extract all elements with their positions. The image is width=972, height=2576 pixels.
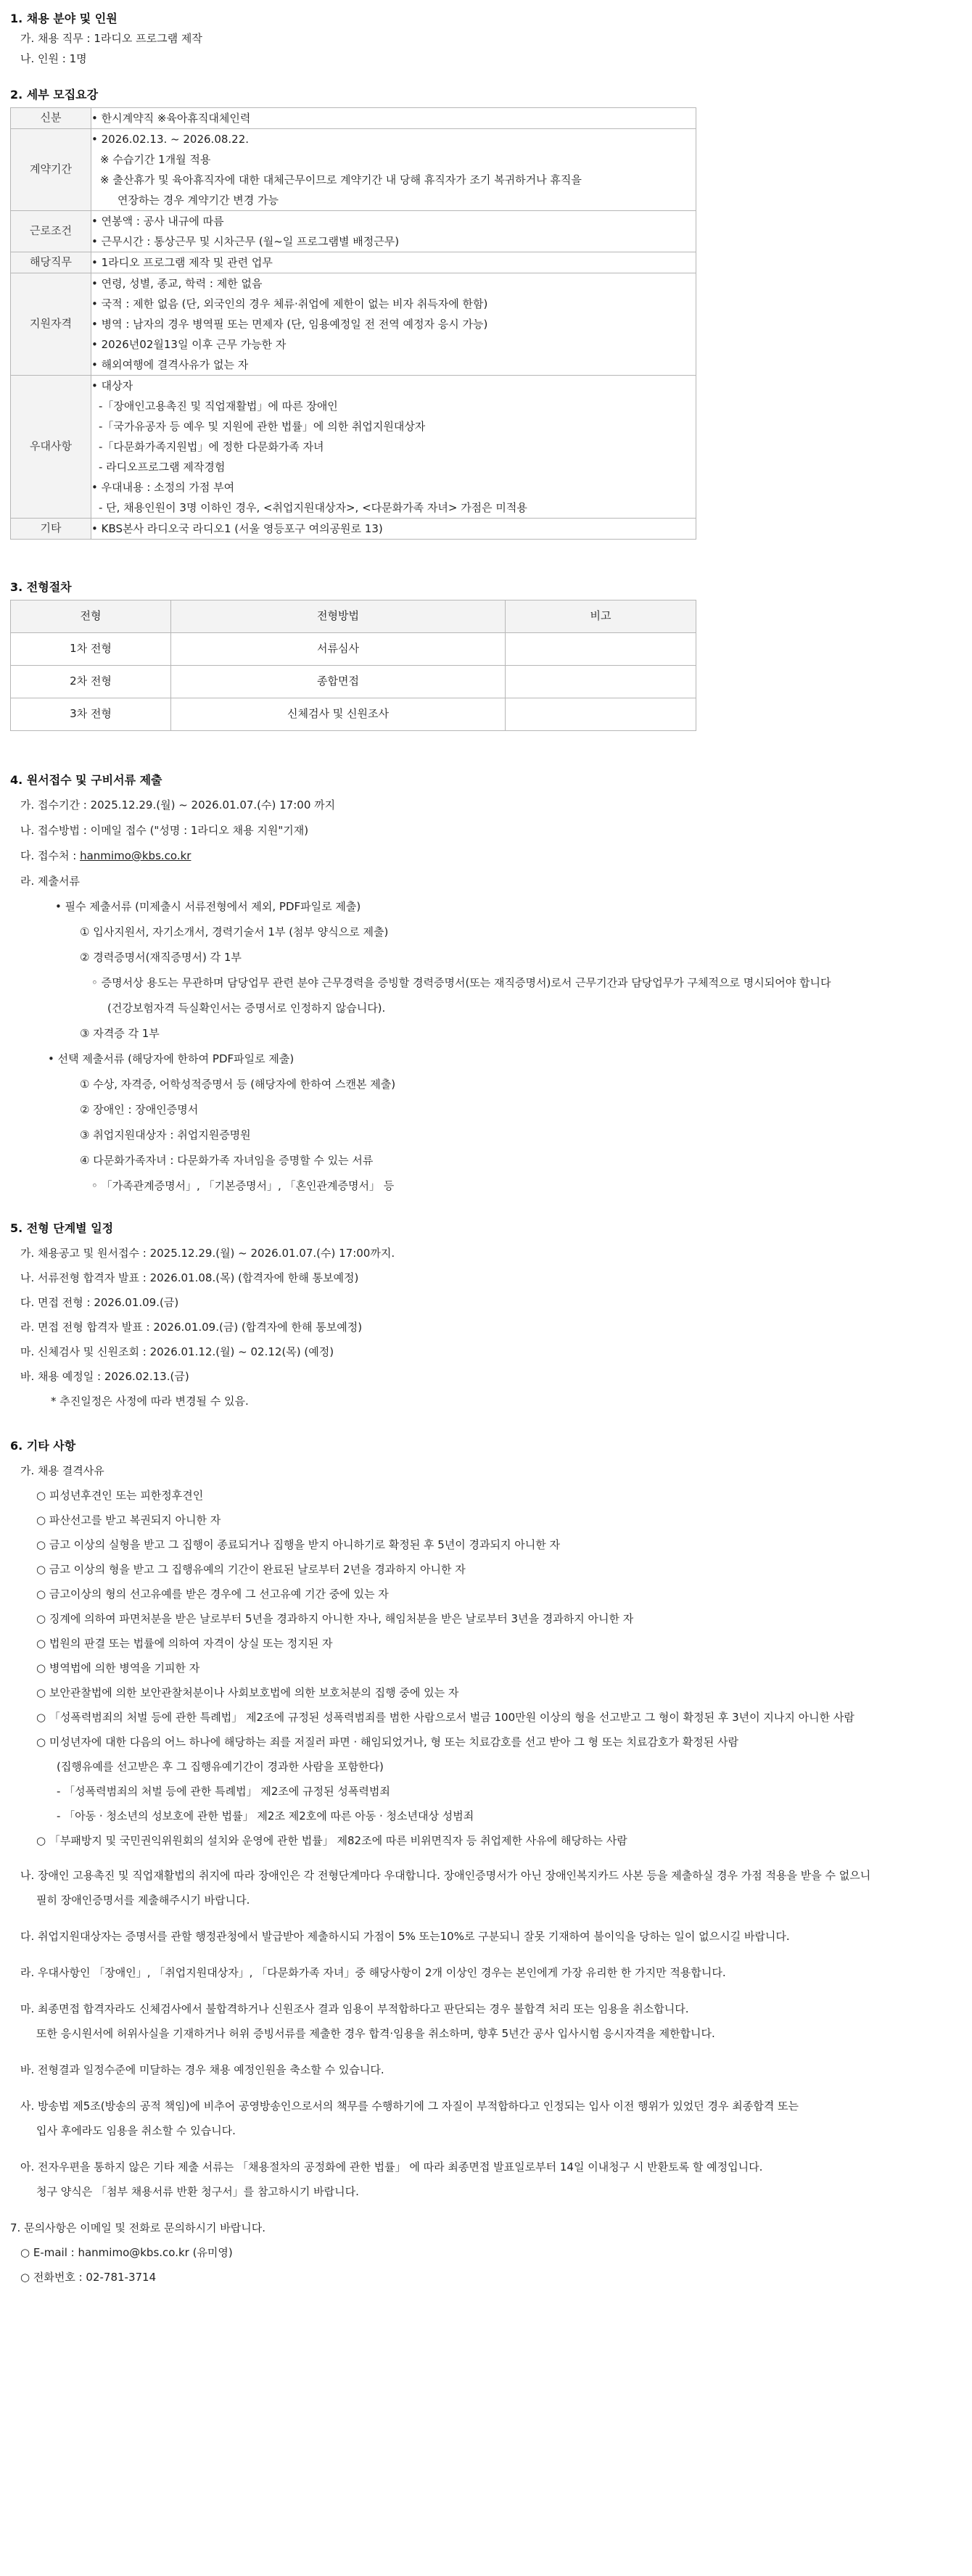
disqualification-list bbox=[10, 1483, 962, 1754]
s1-line-job: 가. 채용 직무 : 1라디오 프로그램 제작 bbox=[20, 32, 202, 46]
list-item: ○ 금고이상의 형의 선고유예를 받은 경우에 그 선고유예 기간 중에 있는 자 bbox=[36, 1588, 389, 1601]
list-item: ○ 「성폭력범죄의 처벌 등에 관한 특례법」 제2조에 규정된 성폭력범죄를 범한 사람으로서 벌금 100만원 이상의 형을 선고받고 그 형이 확정된 후 3년이 지나지 아니한 사람 bbox=[36, 1711, 854, 1725]
s4-method: 나. 접수방법 : 이메일 접수 ("성명 : 1라디오 채용 지원"기재) bbox=[20, 824, 309, 838]
section-3-title: 3. 전형절차 bbox=[10, 579, 72, 594]
list-item: ○ 미성년자에 대한 다음의 어느 하나에 해당하는 죄를 저질러 파면 · 해임되었거나, 형 또는 치료감호를 선고 받아 그 형 또는 치료감호가 확정된 사람 bbox=[36, 1735, 738, 1749]
s4-opt-4: ④ 다문화가족자녀 : 다문화가족 자녀임을 증명할 수 있는 서류 bbox=[80, 1154, 374, 1168]
table-row bbox=[11, 107, 696, 128]
col-header-method: 전형방법 bbox=[171, 600, 506, 633]
s5-line-3: 다. 면접 전형 : 2026.01.09.(금) bbox=[20, 1296, 179, 1310]
s6-na-1: 나. 장애인 고용촉진 및 직업재활법의 취지에 따라 장애인은 각 전형단계마다 우대합니다. 장애인증명서가 아닌 장애인복지카드 사본 등을 제출하실 경우 가점 적용을 받을 수 없으니 bbox=[20, 1869, 871, 1883]
s6-subitem-2: - 「아동 · 청소년의 성보호에 관한 법률」 제2조 제2호에 따른 아동 · 청소년대상 성범죄 bbox=[57, 1809, 474, 1823]
section-2-title: 2. 세부 모집요강 bbox=[10, 87, 99, 102]
s4-doc-2: ② 경력증명서(재직증명서) 각 1부 bbox=[80, 951, 242, 965]
s6-a-2: 청구 양식은 「첨부 채용서류 반환 청구서」를 참고하시기 바랍니다. bbox=[36, 2185, 359, 2199]
row-content-line: • KBS본사 라디오국 라디오1 (서울 영등포구 여의공원로 13) bbox=[91, 521, 383, 535]
section-5-title: 5. 전형 단계별 일정 bbox=[10, 1221, 114, 1236]
col-header-stage: 전형 bbox=[11, 600, 171, 633]
list-item: ○ 징계에 의하여 파면처분을 받은 날로부터 5년을 경과하지 아니한 자나, 해임처분을 받은 날로부터 3년을 경과하지 아니한 자 bbox=[36, 1612, 634, 1626]
note-cell bbox=[506, 698, 696, 731]
row-content-line: - 라디오프로그램 제작경험 bbox=[99, 460, 226, 474]
s4-period: 가. 접수기간 : 2025.12.29.(월) ~ 2026.01.07.(수) 17:00 까지 bbox=[20, 798, 336, 812]
table-row bbox=[11, 375, 696, 518]
row-content bbox=[91, 107, 696, 128]
s6-sa-1: 사. 방송법 제5조(방송의 공적 책임)에 비추어 공영방송인으로서의 책무를 수행하기에 그 자질이 부적합하다고 인정되는 입사 이전 행위가 있었던 경우 최종합격 또는 bbox=[20, 2100, 799, 2113]
s5-note: * 추진일정은 사정에 따라 변경될 수 있음. bbox=[51, 1395, 249, 1408]
row-content-line: • 1라디오 프로그램 제작 및 관련 업무 bbox=[91, 255, 273, 269]
method-cell: 신체검사 및 신원조사 bbox=[171, 698, 506, 731]
s4-opt-3: ③ 취업지원대상자 : 취업지원증명원 bbox=[80, 1128, 251, 1142]
s4-doc-1: ① 입사지원서, 자기소개서, 경력기술서 1부 (첨부 양식으로 제출) bbox=[80, 925, 389, 939]
note-cell bbox=[506, 633, 696, 666]
row-content bbox=[91, 210, 696, 252]
selection-process-table bbox=[10, 600, 696, 731]
list-item: ○ 법원의 판결 또는 법률에 의하여 자격이 상실 또는 정지된 자 bbox=[36, 1637, 333, 1651]
row-label: 근로조건 bbox=[11, 210, 91, 252]
section-6-title: 6. 기타 사항 bbox=[10, 1439, 76, 1453]
row-content-line: ※ 출산휴가 및 육아휴직자에 대한 대체근무이므로 계약기간 내 당해 휴직자가 조기 복귀하거나 휴직을 bbox=[100, 173, 582, 186]
row-label: 지원자격 bbox=[11, 273, 91, 375]
row-content-line: • 국적 : 제한 없음 (단, 외국인의 경우 체류·취업에 제한이 없는 비자 취득자에 한함) bbox=[91, 297, 488, 310]
row-content-line: • 해외여행에 결격사유가 없는 자 bbox=[91, 358, 249, 371]
s6-subitem-1: - 「성폭력범죄의 처벌 등에 관한 특례법」 제2조에 규정된 성폭력범죄 bbox=[57, 1785, 390, 1799]
row-content-line: • 연령, 성별, 종교, 학력 : 제한 없음 bbox=[91, 276, 263, 290]
s4-opt-1: ① 수상, 자격증, 어학성적증명서 등 (해당자에 한하여 스캔본 제출) bbox=[80, 1078, 396, 1091]
s6-da: 다. 취업지원대상자는 증명서를 관할 행정관청에서 발급받아 제출하시되 가점이 5% 또는10%로 구분되니 잘못 기재하여 불이익을 당하는 일이 없으시길 바랍니다. bbox=[20, 1930, 790, 1944]
row-content-line: -「국가유공자 등 예우 및 지원에 관한 법률」에 의한 취업지원대상자 bbox=[99, 419, 426, 433]
list-item: ○ 피성년후견인 또는 피한정후견인 bbox=[36, 1489, 204, 1503]
table-row bbox=[11, 666, 696, 698]
table-row bbox=[11, 518, 696, 539]
s6-ga: 가. 채용 결격사유 bbox=[20, 1464, 104, 1478]
row-label: 기타 bbox=[11, 518, 91, 539]
row-content-line: 연장하는 경우 계약기간 변경 가능 bbox=[118, 193, 279, 207]
method-cell: 서류심사 bbox=[171, 633, 506, 666]
list-item: ○ 금고 이상의 실형을 받고 그 집행이 종료되거나 집행을 받지 아니하기로 확정된 후 5년이 경과되지 아니한 자 bbox=[36, 1538, 560, 1552]
s4-recipient bbox=[10, 843, 962, 869]
contact-email[interactable]: ○ E-mail : hanmimo@kbs.co.kr (유미영) bbox=[20, 2246, 233, 2260]
s1-line-count: 나. 인원 : 1명 bbox=[20, 51, 87, 65]
stage-cell: 2차 전형 bbox=[11, 666, 171, 698]
row-label: 우대사항 bbox=[11, 375, 91, 518]
s4-doc-3: ③ 자격증 각 1부 bbox=[80, 1027, 160, 1041]
s6-ma-2: 또한 응시원서에 허위사실을 기재하거나 허위 증빙서류를 제출한 경우 합격·임용을 취소하며, 향후 5년간 공사 입사시험 응시자격을 제한합니다. bbox=[36, 2027, 715, 2041]
row-content-line: -「다문화가족지원법」에 정한 다문화가족 자녀 bbox=[99, 439, 324, 453]
s5-line-4: 라. 면접 전형 합격자 발표 : 2026.01.09.(금) (합격자에 한해 통보예정) bbox=[20, 1321, 363, 1334]
section-4-title: 4. 원서접수 및 구비서류 제출 bbox=[10, 773, 162, 788]
row-content-line: - 단, 채용인원이 3명 이하인 경우, <취업지원대상자>, <다문화가족 자녀> 가점은 미적용 bbox=[99, 500, 527, 514]
s5-line-6: 바. 채용 예정일 : 2026.02.13.(금) bbox=[20, 1370, 189, 1384]
row-content-line: • 연봉액 : 공사 내규에 따름 bbox=[91, 214, 224, 228]
stage-cell: 1차 전형 bbox=[11, 633, 171, 666]
table-row bbox=[11, 698, 696, 731]
s4-opt-2: ② 장애인 : 장애인증명서 bbox=[80, 1103, 199, 1117]
table-row bbox=[11, 210, 696, 252]
recipient-email-link[interactable]: hanmimo@kbs.co.kr bbox=[80, 849, 191, 863]
row-content-line: -「장애인고용촉진 및 직업재활법」에 따른 장애인 bbox=[99, 399, 338, 413]
row-content-line: • 한시계약직 ※육아휴직대체인력 bbox=[91, 111, 251, 125]
row-content bbox=[91, 252, 696, 273]
stage-cell: 3차 전형 bbox=[11, 698, 171, 731]
s6-ma-1: 마. 최종면접 합격자라도 신체검사에서 불합격하거나 신원조사 결과 임용이 부적합하다고 판단되는 경우 불합격 처리 또는 임용을 취소합니다. bbox=[20, 2002, 689, 2016]
list-item: ○ 파산선고를 받고 복권되지 아니한 자 bbox=[36, 1514, 221, 1527]
s5-line-1: 가. 채용공고 및 원서접수 : 2025.12.29.(월) ~ 2026.01.07.(수) 17:00까지. bbox=[20, 1247, 395, 1260]
row-content-line: • 2026.02.13. ~ 2026.08.22. bbox=[91, 132, 250, 146]
s4-optional-docs: • 선택 제출서류 (해당자에 한하여 PDF파일로 제출) bbox=[48, 1052, 295, 1066]
s4-required-docs: • 필수 제출서류 (미제출시 서류전형에서 제외, PDF파일로 제출) bbox=[55, 900, 361, 914]
requirements-table bbox=[10, 107, 696, 540]
s6-a-1: 아. 전자우편을 통하지 않은 기타 제출 서류는 「채용절차의 공정화에 관한 법률」 에 따라 최종면접 발표일로부터 14일 이내청구 시 반환토록 할 예정입니다. bbox=[20, 2160, 763, 2174]
row-content bbox=[91, 128, 696, 210]
section-1-title: 1. 채용 분야 및 인원 bbox=[10, 12, 118, 25]
row-content-line: ※ 수습기간 1개월 적용 bbox=[100, 152, 211, 166]
s6-sa-2: 입사 후에라도 임용을 취소할 수 있습니다. bbox=[36, 2124, 236, 2138]
section-7-title: 7. 문의사항은 이메일 및 전화로 문의하시기 바랍니다. bbox=[10, 2221, 265, 2235]
row-content bbox=[91, 273, 696, 375]
row-label: 해당직무 bbox=[11, 252, 91, 273]
row-content-line: • 우대내용 : 소정의 가점 부여 bbox=[91, 480, 235, 494]
s5-line-5: 마. 신체검사 및 신원조회 : 2026.01.12.(월) ~ 02.12(목) (예정) bbox=[20, 1345, 334, 1359]
table-row bbox=[11, 128, 696, 210]
table-row bbox=[11, 273, 696, 375]
row-content bbox=[91, 375, 696, 518]
table-row bbox=[11, 633, 696, 666]
s6-item-cont: (집행유예를 선고받은 후 그 집행유예기간이 경과한 사람을 포함한다) bbox=[57, 1760, 384, 1774]
s4-opt-4-note: ◦ 「가족관계증명서」, 「기본증명서」, 「혼인관계증명서」 등 bbox=[91, 1179, 395, 1193]
contact-phone[interactable]: ○ 전화번호 : 02-781-3714 bbox=[20, 2271, 157, 2284]
s5-line-2: 나. 서류전형 합격자 발표 : 2026.01.08.(목) (합격자에 한해 통보예정) bbox=[20, 1271, 359, 1285]
note-cell bbox=[506, 666, 696, 698]
col-header-note: 비고 bbox=[506, 600, 696, 633]
s6-na-2: 필히 장애인증명서를 제출해주시기 바랍니다. bbox=[36, 1894, 250, 1907]
s4-recipient-label: 다. 접수처 : bbox=[20, 849, 81, 863]
list-item: ○ 보안관찰법에 의한 보안관찰처분이나 사회보호법에 의한 보호처분의 집행 중에 있는 자 bbox=[36, 1686, 459, 1700]
row-content bbox=[91, 518, 696, 539]
s6-ra: 라. 우대사항인 「장애인」, 「취업지원대상자」, 「다문화가족 자녀」중 해당사항이 2개 이상인 경우는 본인에게 가장 유리한 한 가지만 적용합니다. bbox=[20, 1966, 726, 1980]
row-content-line: • 2026년02월13일 이후 근무 가능한 자 bbox=[91, 337, 287, 351]
table-row bbox=[11, 252, 696, 273]
row-label: 신분 bbox=[11, 107, 91, 128]
s4-doc-2-note-cont: (건강보험자격 득실확인서는 증명서로 인정하지 않습니다). bbox=[107, 1002, 386, 1015]
row-content-line: • 대상자 bbox=[91, 379, 133, 392]
list-item: ○ 금고 이상의 형을 받고 그 집행유예의 기간이 완료된 날로부터 2년을 경과하지 아니한 자 bbox=[36, 1563, 466, 1577]
s4-doc-2-note: ◦ 증명서상 용도는 무관하며 담당업무 관련 분야 근무경력을 증빙할 경력증명서(또는 재직증명서)로서 근무기간과 담당업무가 구체적으로 명시되어야 합니다 bbox=[91, 976, 831, 990]
s4-documents: 라. 제출서류 bbox=[20, 875, 80, 888]
method-cell: 종합면접 bbox=[171, 666, 506, 698]
s6-ba: 바. 전형결과 일정수준에 미달하는 경우 채용 예정인원을 축소할 수 있습니다. bbox=[20, 2063, 384, 2077]
list-item: ○ 병역법에 의한 병역을 기피한 자 bbox=[36, 1661, 200, 1675]
row-content-line: • 근무시간 : 통상근무 및 시차근무 (월~일 프로그램별 배정근무) bbox=[91, 234, 400, 248]
row-label: 계약기간 bbox=[11, 128, 91, 210]
row-content-line: • 병역 : 남자의 경우 병역필 또는 면제자 (단, 임용예정일 전 전역 예정자 응시 가능) bbox=[91, 317, 488, 331]
s6-item-last: ○ 「부패방지 및 국민권익위원회의 설치와 운영에 관한 법률」 제82조에 따른 비위면직자 등 취업제한 사유에 해당하는 사람 bbox=[36, 1834, 627, 1848]
